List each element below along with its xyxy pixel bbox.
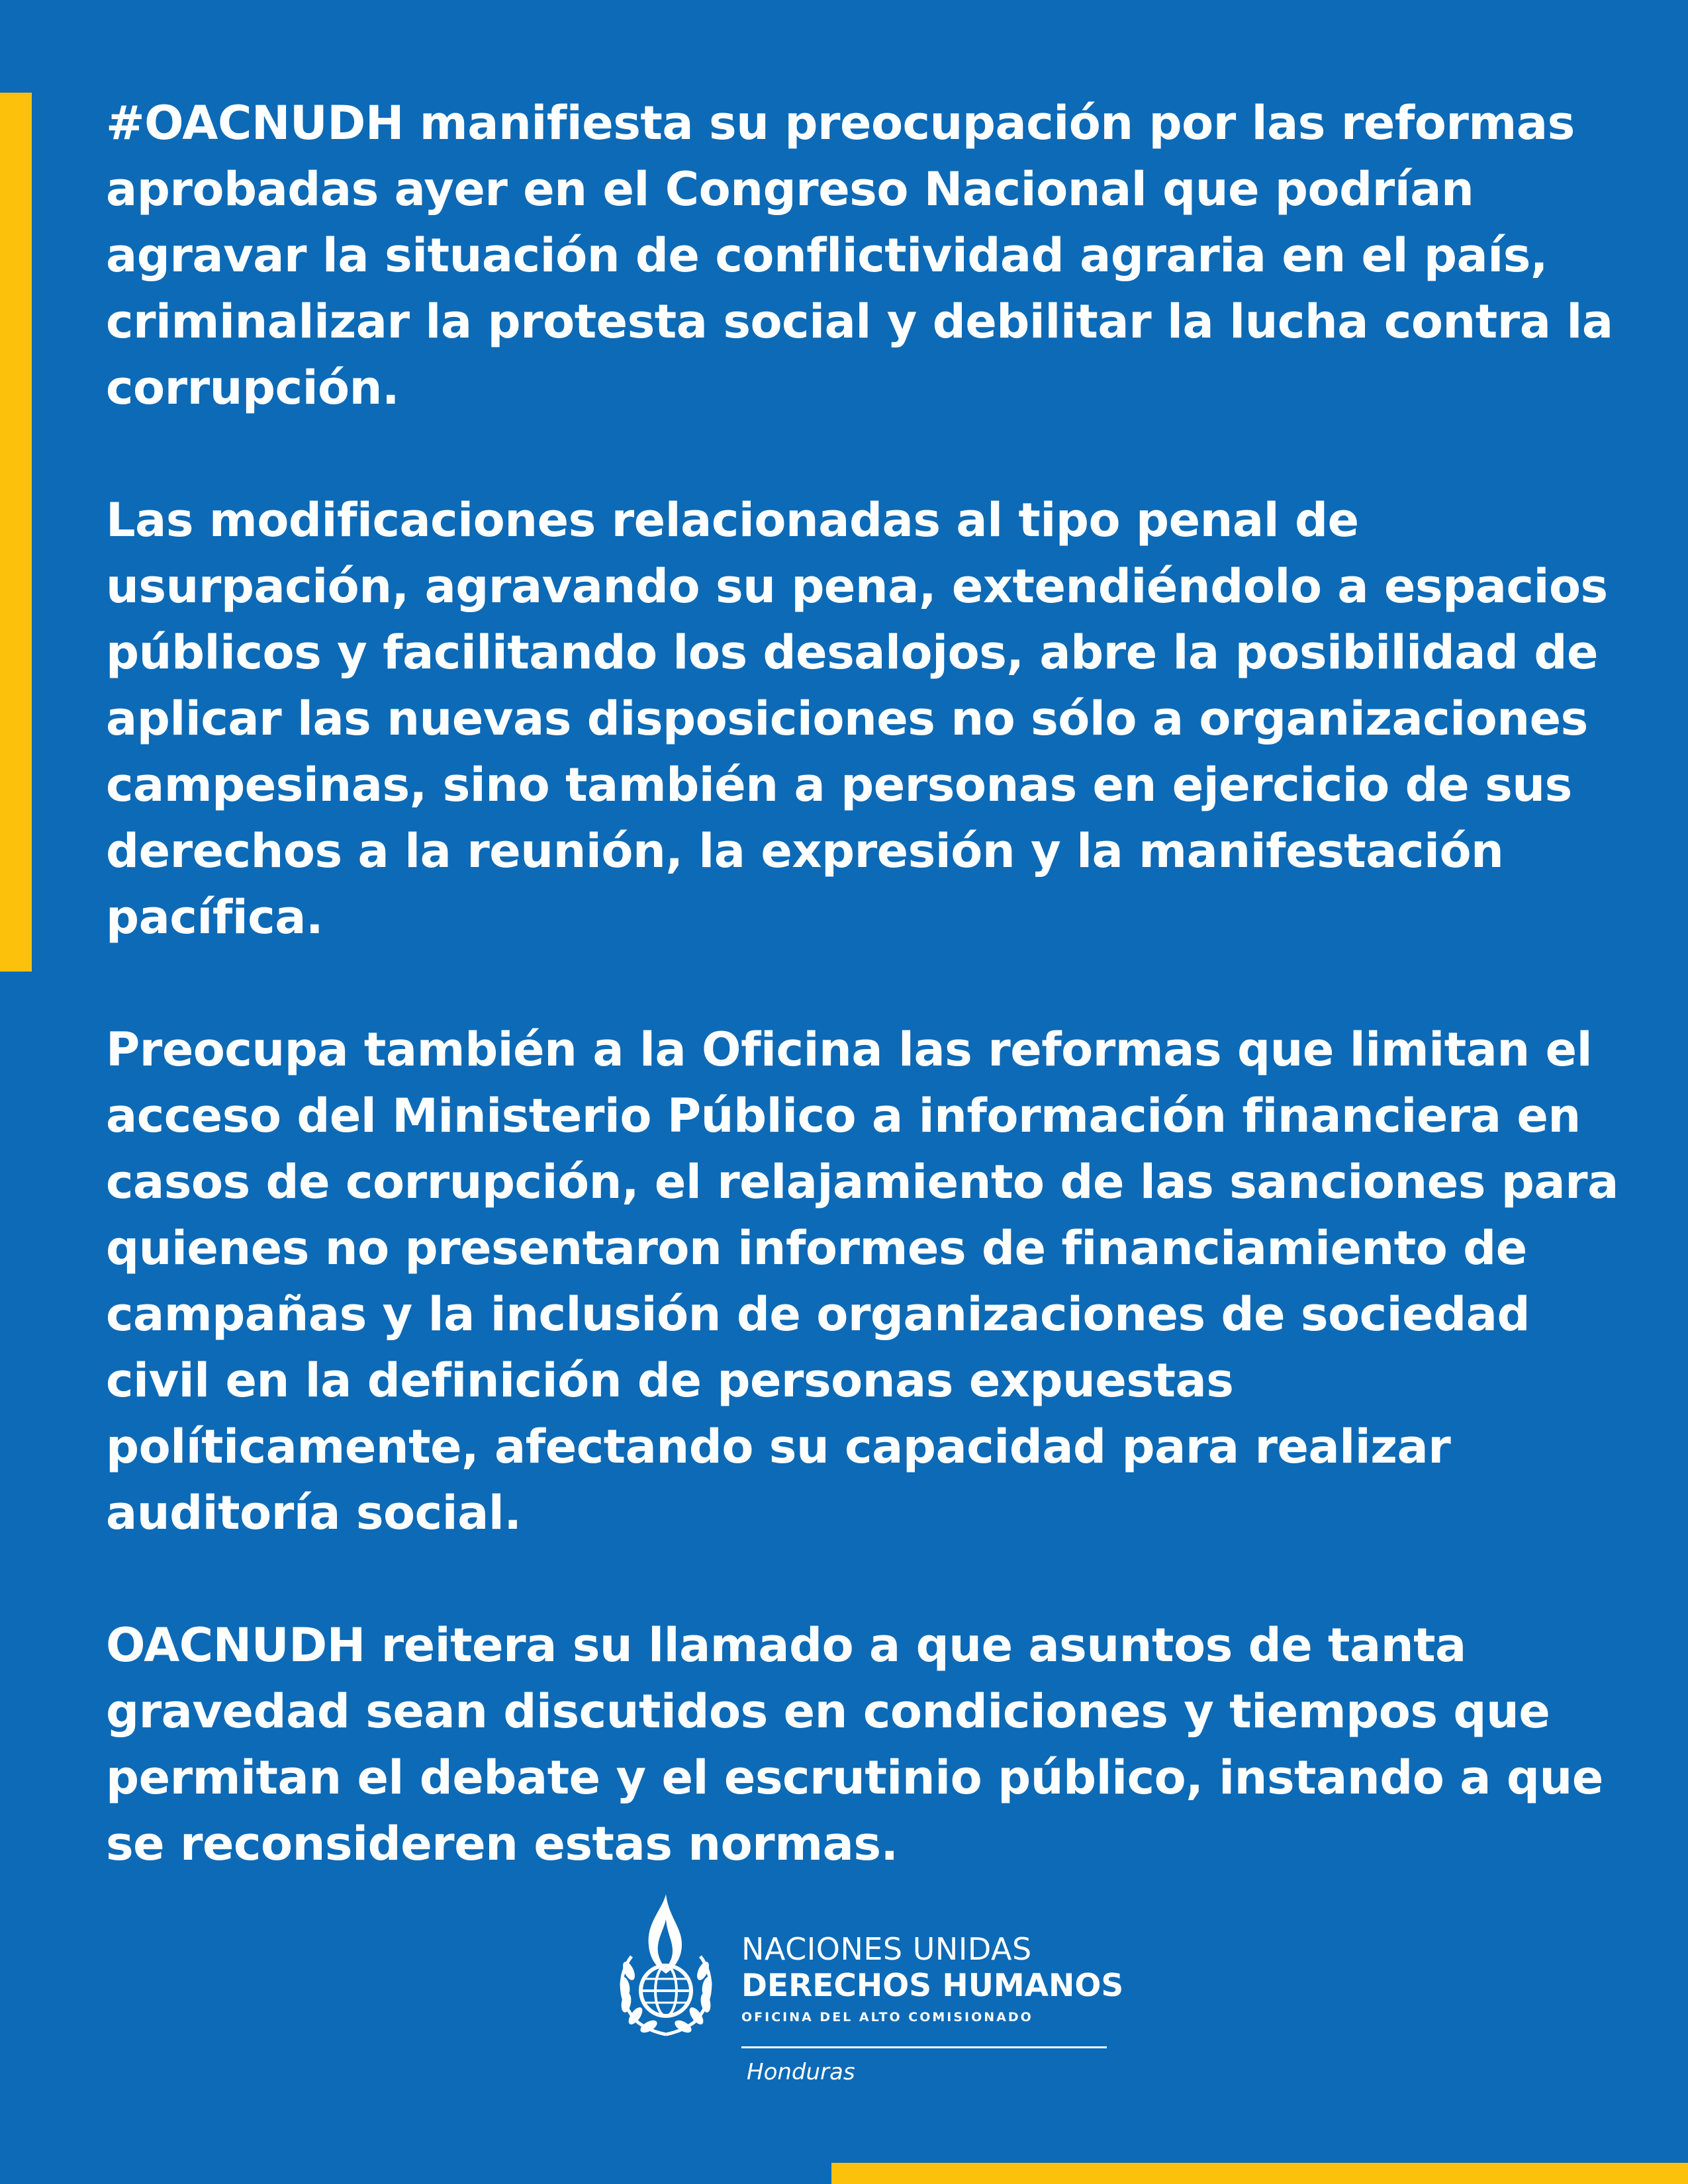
logo-divider bbox=[741, 2046, 1107, 2048]
statement-paragraph-1: #OACNUDH manifiesta su preocupación por las reformas aprobadas ayer en el Congreso Nacional que podrían agravar la situación de conflictividad agraria en el país, criminalizar la protesta social y debilitar la lucha contra la corrupción. bbox=[106, 96, 1613, 415]
statement-paragraph-2: Las modificaciones relacionadas al tipo penal de usurpación, agravando su pena, extendiéndolo a espacios públicos y facilitando los desalojos, abre la posibilidad de aplicar las nuevas disposiciones no sólo a organizaciones campesinas, sino también a personas en ejercicio de sus derechos a la reunión, la expresión y la manifestación pacífica. bbox=[106, 493, 1608, 944]
org-name-line-1: NACIONES UNIDAS bbox=[741, 1931, 1032, 1967]
statement-paragraph-3: Preocupa también a la Oficina las reformas que limitan el acceso del Ministerio Público a información financiera en casos de corrupción, el relajamiento de las sanciones para quienes no presentaron informes de financiamiento de campañas y la inclusión de organizaciones de sociedad civil en la definición de personas expuestas políticamente, afectando su capacidad para realizar auditoría social. bbox=[106, 1023, 1618, 1540]
org-name-line-2: DERECHOS HUMANOS bbox=[741, 1968, 1124, 2004]
un-human-rights-emblem-icon bbox=[602, 1893, 728, 2038]
ohchr-logo bbox=[602, 1893, 1124, 2091]
accent-bar-left bbox=[0, 93, 32, 972]
org-country: Honduras bbox=[747, 2059, 855, 2085]
statement-paragraph-4: OACNUDH reitera su llamado a que asuntos de tanta gravedad sean discutidos en condiciones y tiempos que permitan el debate y el escrutinio público, instando a que se reconsideren estas normas. bbox=[106, 1618, 1603, 1871]
statement-text bbox=[106, 90, 1622, 1943]
accent-bar-bottom bbox=[831, 2163, 1688, 2184]
org-name-line-3: OFICINA DEL ALTO COMISIONADO bbox=[741, 2010, 1033, 2025]
